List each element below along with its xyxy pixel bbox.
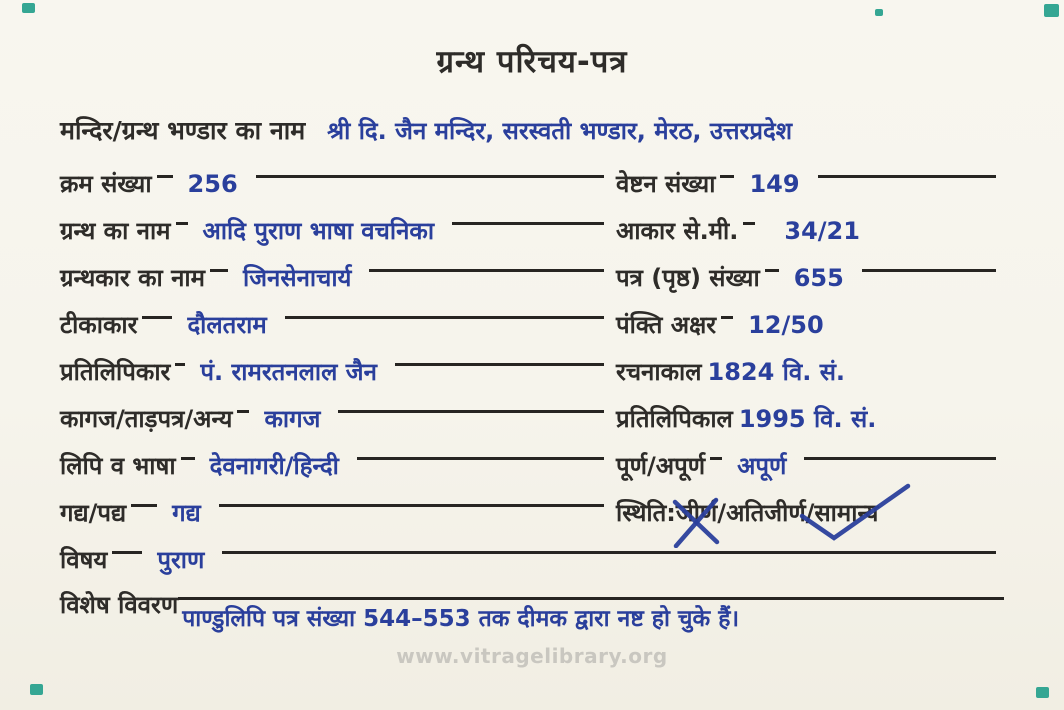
vishay-label: विषय xyxy=(60,546,108,574)
granthkar-value: जिनसेनाचार्य xyxy=(243,264,352,292)
tikakar-value: दौलतराम xyxy=(187,311,267,339)
ruled-line-fragment xyxy=(112,551,142,554)
ruled-line xyxy=(357,457,604,460)
field-kram-sankhya xyxy=(60,167,616,200)
field-pratilipikar xyxy=(60,355,616,388)
field-purn-apurn xyxy=(616,449,1004,482)
veshtan-label: वेष्टन संख्या xyxy=(616,170,716,198)
patra-label: पत्र (पृष्ठ) संख्या xyxy=(616,264,760,292)
field-row-granthkar-patra xyxy=(60,254,1004,301)
ruled-line xyxy=(369,269,604,272)
ruled-line-fragment xyxy=(157,175,173,178)
aakar-value: 34/21 xyxy=(784,216,860,245)
ruled-line xyxy=(395,363,604,366)
sthiti-option-jirn-text: जीर्ण xyxy=(675,499,718,527)
rachnakal-value: 1824 वि. सं. xyxy=(707,358,846,386)
scan-edge-artifact xyxy=(875,9,883,16)
field-aakar xyxy=(616,214,1004,247)
ruled-line-fragment xyxy=(765,269,779,272)
ruled-line xyxy=(804,457,996,460)
watermark-text: www.vitragelibrary.org xyxy=(396,644,668,668)
pankti-label: पंक्ति अक्षर xyxy=(616,311,717,339)
field-tikakar xyxy=(60,308,616,341)
field-row-vishesh xyxy=(60,585,1004,637)
purn-value: अपूर्ण xyxy=(737,452,787,480)
lipi-label: लिपि व भाषा xyxy=(60,452,176,480)
ruled-line-fragment xyxy=(720,175,734,178)
bhandar-value: श्री दि. जैन मन्दिर, सरस्वती भण्डार, मेरठ, उत्तरप्रदेश xyxy=(327,116,793,145)
ruled-line xyxy=(256,175,604,178)
gadya-value: गद्य xyxy=(172,499,201,527)
vishay-value: पुराण xyxy=(157,546,205,574)
rachnakal-label: रचनाकाल xyxy=(616,358,702,386)
scan-edge-artifact xyxy=(30,684,43,695)
ruled-line xyxy=(219,504,604,507)
field-bhandar xyxy=(60,113,1004,147)
field-row-bhandar xyxy=(60,104,1004,156)
field-row-pratilipikar-rachnakal xyxy=(60,348,1004,395)
ruled-line-fragment xyxy=(710,457,722,460)
sthiti-option-samanya xyxy=(814,496,878,529)
ruled-line-fragment xyxy=(721,316,733,319)
purn-label: पूर्ण/अपूर्ण xyxy=(616,452,706,480)
ruled-line xyxy=(222,551,996,554)
field-rachnakal xyxy=(616,355,1004,388)
sthiti-option-jirn xyxy=(676,496,717,529)
lipi-value: देवनागरी/हिन्दी xyxy=(209,452,339,480)
pratilipikar-value: पं. रामरतनलाल जैन xyxy=(200,358,377,386)
patra-value: 655 xyxy=(793,263,844,292)
field-pankti-akshar xyxy=(616,308,1004,341)
ruled-line-fragment xyxy=(142,316,172,319)
field-vishay xyxy=(60,543,1004,576)
field-row-gadya-sthiti xyxy=(60,489,1004,536)
ruled-line-over-value xyxy=(178,597,1004,633)
ruled-line-fragment xyxy=(181,457,195,460)
ruled-line xyxy=(862,269,996,272)
kagaj-value: कागज xyxy=(264,405,321,433)
field-sthiti xyxy=(616,496,1004,529)
field-gadya-padya xyxy=(60,496,616,529)
field-row-tikakar-pankti xyxy=(60,301,1004,348)
field-row-lipi-purn xyxy=(60,442,1004,489)
field-row-kram-veshtan xyxy=(60,160,1004,207)
scan-edge-artifact xyxy=(22,3,35,13)
ruled-line xyxy=(452,222,604,225)
field-granthkar xyxy=(60,261,616,294)
field-veshtan-sankhya xyxy=(616,167,1004,200)
ruled-line-fragment xyxy=(131,504,157,507)
kram-value: 256 xyxy=(187,169,238,198)
ruled-line-fragment xyxy=(743,222,755,225)
kram-label: क्रम संख्या xyxy=(60,170,152,198)
field-kagaj xyxy=(60,402,616,435)
tikakar-label: टीकाकार xyxy=(60,311,138,339)
field-row-granthnaam-aakar xyxy=(60,207,1004,254)
pratilipikar-label: प्रतिलिपिकार xyxy=(60,358,171,386)
field-lipi-bhasha xyxy=(60,449,616,482)
scan-edge-artifact xyxy=(1044,4,1059,17)
page-title: ग्रन्थ परिचय-पत्र xyxy=(436,44,628,80)
sthiti-separator: / xyxy=(717,498,727,527)
sthiti-option-atijirn: अतिजीर्ण xyxy=(726,499,806,527)
sthiti-separator: / xyxy=(805,498,815,527)
vishesh-label: विशेष विवरण xyxy=(60,591,179,619)
scan-edge-artifact xyxy=(1036,687,1049,698)
field-pratilipikal xyxy=(616,402,1004,435)
granthkar-label: ग्रन्थकार का नाम xyxy=(60,264,205,292)
pankti-value: 12/50 xyxy=(748,310,824,339)
sthiti-option-samanya-text: सामान्य xyxy=(814,499,879,527)
pratilipikal-label: प्रतिलिपिकाल xyxy=(616,405,733,433)
field-vishesh-vivran xyxy=(60,585,1004,633)
ruled-line-fragment xyxy=(237,410,249,413)
ruled-line xyxy=(285,316,604,319)
veshtan-value: 149 xyxy=(749,169,800,198)
granth-naam-value: आदि पुराण भाषा वचनिका xyxy=(202,217,435,245)
bhandar-label: मन्दिर/ग्रन्थ भण्डार का नाम xyxy=(60,116,306,145)
field-patra-sankhya xyxy=(616,261,1004,294)
field-granth-naam xyxy=(60,214,616,247)
sthiti-label: स्थिति: xyxy=(616,499,676,527)
ruled-line-fragment xyxy=(210,269,228,272)
aakar-label: आकार से.मी. xyxy=(616,217,739,245)
field-row-kagaj-pratilipikal xyxy=(60,395,1004,442)
ruled-line-fragment xyxy=(175,363,185,366)
ruled-line xyxy=(338,410,604,413)
ruled-line xyxy=(818,175,996,178)
kagaj-label: कागज/ताड़पत्र/अन्य xyxy=(60,405,233,433)
gadya-label: गद्य/पद्य xyxy=(60,499,127,527)
ruled-line-fragment xyxy=(176,222,188,225)
vishesh-value: पाण्डुलिपि पत्र संख्या 544–553 तक दीमक द्वारा नष्ट हो चुके हैं। xyxy=(182,606,740,632)
pratilipikal-value: 1995 वि. सं. xyxy=(738,405,877,433)
field-row-vishay xyxy=(60,536,1004,583)
granth-naam-label: ग्रन्थ का नाम xyxy=(60,217,171,245)
